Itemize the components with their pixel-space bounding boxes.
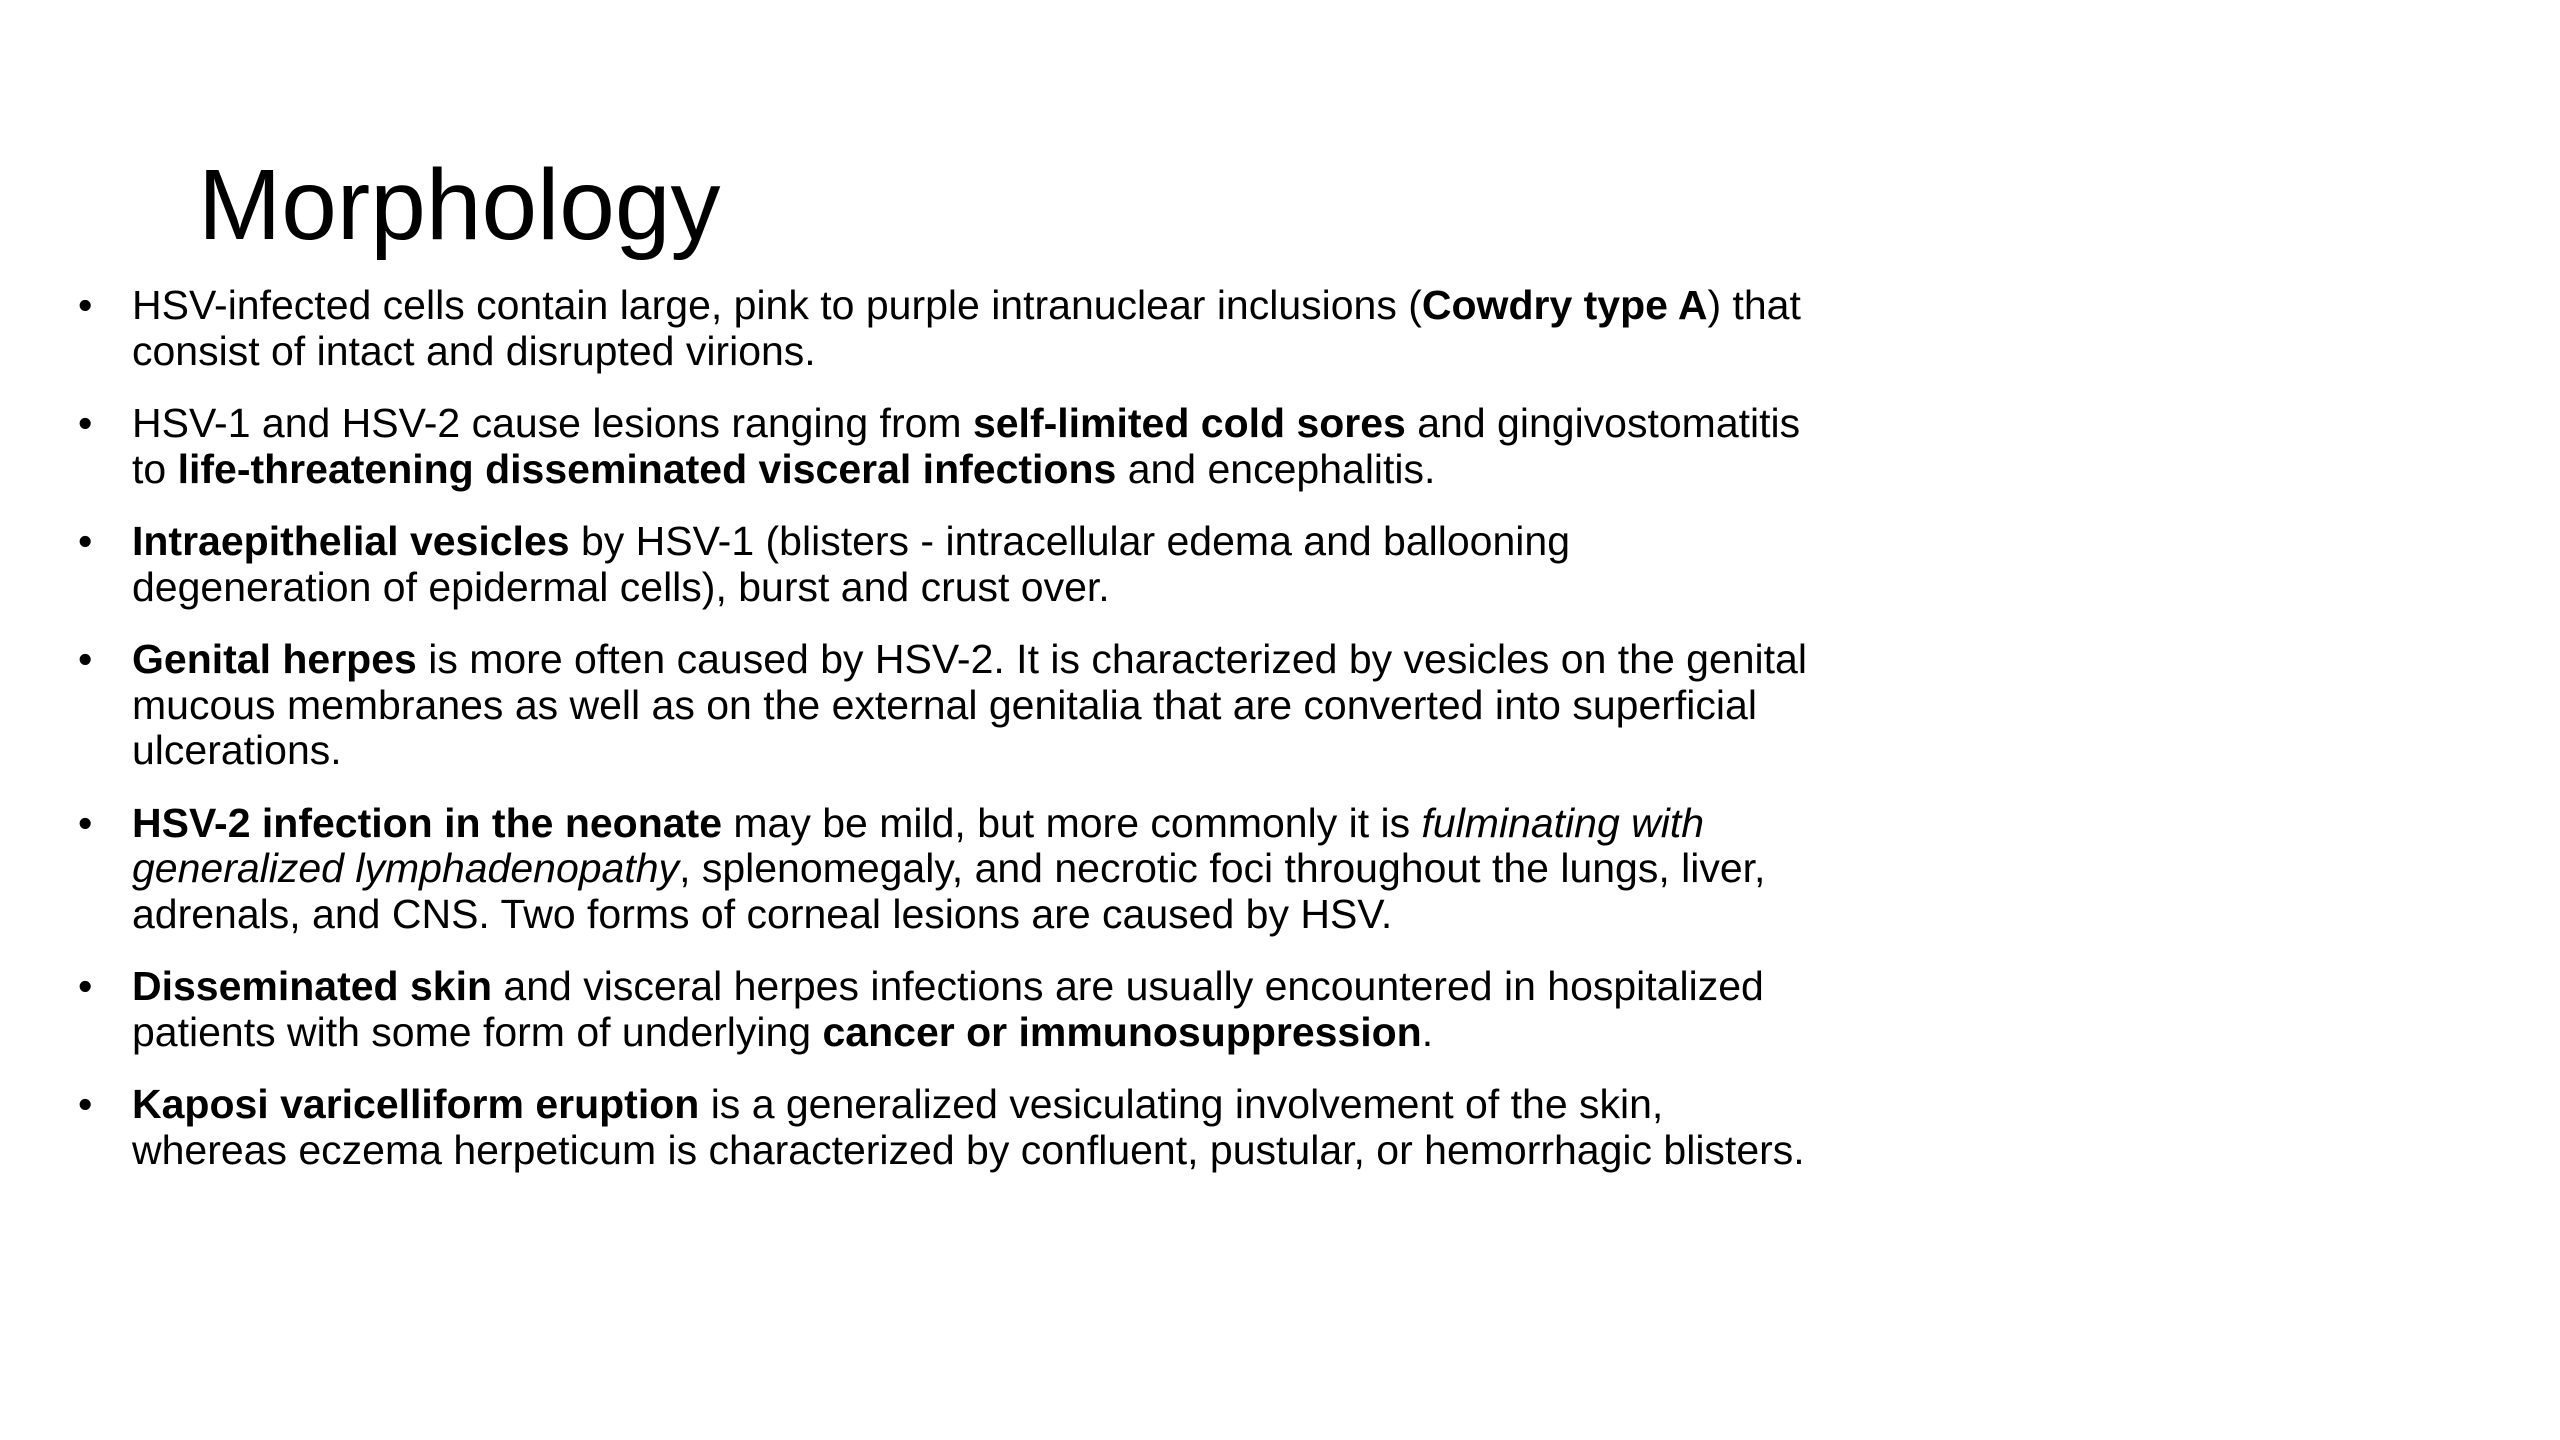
emphasis-bold: Kaposi varicelliform eruption (132, 1081, 700, 1127)
emphasis-bold: Cowdry type A (1421, 282, 1708, 328)
text-run: by HSV-1 (blisters - intracellular edema and ballooning degeneration of epidermal cells), burst and crust over. (132, 518, 1571, 610)
bullet-item (78, 964, 1818, 1055)
emphasis-bold: Intraepithelial vesicles (132, 518, 570, 564)
bullet-text (132, 400, 1800, 492)
bullet-item (78, 801, 1818, 938)
bullet-text (132, 282, 1801, 374)
slide-title: Morphology (198, 149, 721, 261)
text-run: may be mild, but more commonly it is (722, 799, 1422, 846)
bullet-marker: • (78, 799, 93, 846)
bullet-marker: • (78, 400, 93, 446)
bullet-item (78, 519, 1818, 610)
bullet-item (78, 637, 1818, 774)
bullet-text (132, 518, 1570, 610)
emphasis-bold: self-limited cold sores (972, 400, 1406, 446)
emphasis-bold: cancer or immunosuppression (822, 1008, 1422, 1055)
bullet-item (78, 401, 1818, 492)
bullet-marker: • (78, 963, 93, 1009)
bullet-marker: • (78, 636, 93, 682)
text-run: and visceral herpes infections are usually encountered in hospitalized patients with some form of underlying (132, 963, 1764, 1055)
text-run: is a generalized vesiculating involvement of the skin, whereas eczema herpeticum is characterized by confluent, pustular, or hemorrhagic blisters. (132, 1081, 1805, 1173)
text-run: HSV-1 and HSV-2 cause lesions ranging from (132, 400, 973, 446)
emphasis-bold: Genital herpes (132, 636, 417, 682)
bullet-marker: • (78, 282, 93, 328)
emphasis-italic: fulminating with generalized lymphadenopathy (132, 799, 1705, 891)
text-run: , splenomegaly, and necrotic foci throughout the lungs, liver, adrenals, and CNS. Two forms of corneal lesions are caused by HSV. (132, 845, 1766, 937)
bullet-item (78, 1082, 1818, 1173)
text-run: . (1421, 1008, 1434, 1055)
bullet-item (78, 283, 1818, 374)
emphasis-bold: Disseminated skin (132, 963, 493, 1009)
bullet-list (78, 283, 1818, 1200)
bullet-text (132, 636, 1807, 773)
text-run: ) that consist of intact and disrupted virions. (132, 282, 1801, 374)
text-run: and gingivostomatitis to (132, 400, 1801, 492)
text-run: HSV-infected cells contain large, pink to purple intranuclear inclusions ( (132, 282, 1422, 328)
text-run: is more often caused by HSV-2. It is characterized by vesicles on the genital mucous membranes as well as on the external genitalia that are converted into superficial ulcerations. (132, 636, 1807, 773)
bullet-text (132, 1081, 1805, 1173)
bullet-marker: • (78, 1081, 93, 1127)
text-run: and encephalitis. (1116, 445, 1436, 492)
bullet-text (132, 800, 1765, 937)
bullet-text (132, 963, 1764, 1055)
emphasis-bold: HSV-2 infection in the neonate (132, 799, 723, 846)
emphasis-bold: life-threatening disseminated visceral infections (177, 445, 1117, 492)
bullet-marker: • (78, 518, 93, 564)
